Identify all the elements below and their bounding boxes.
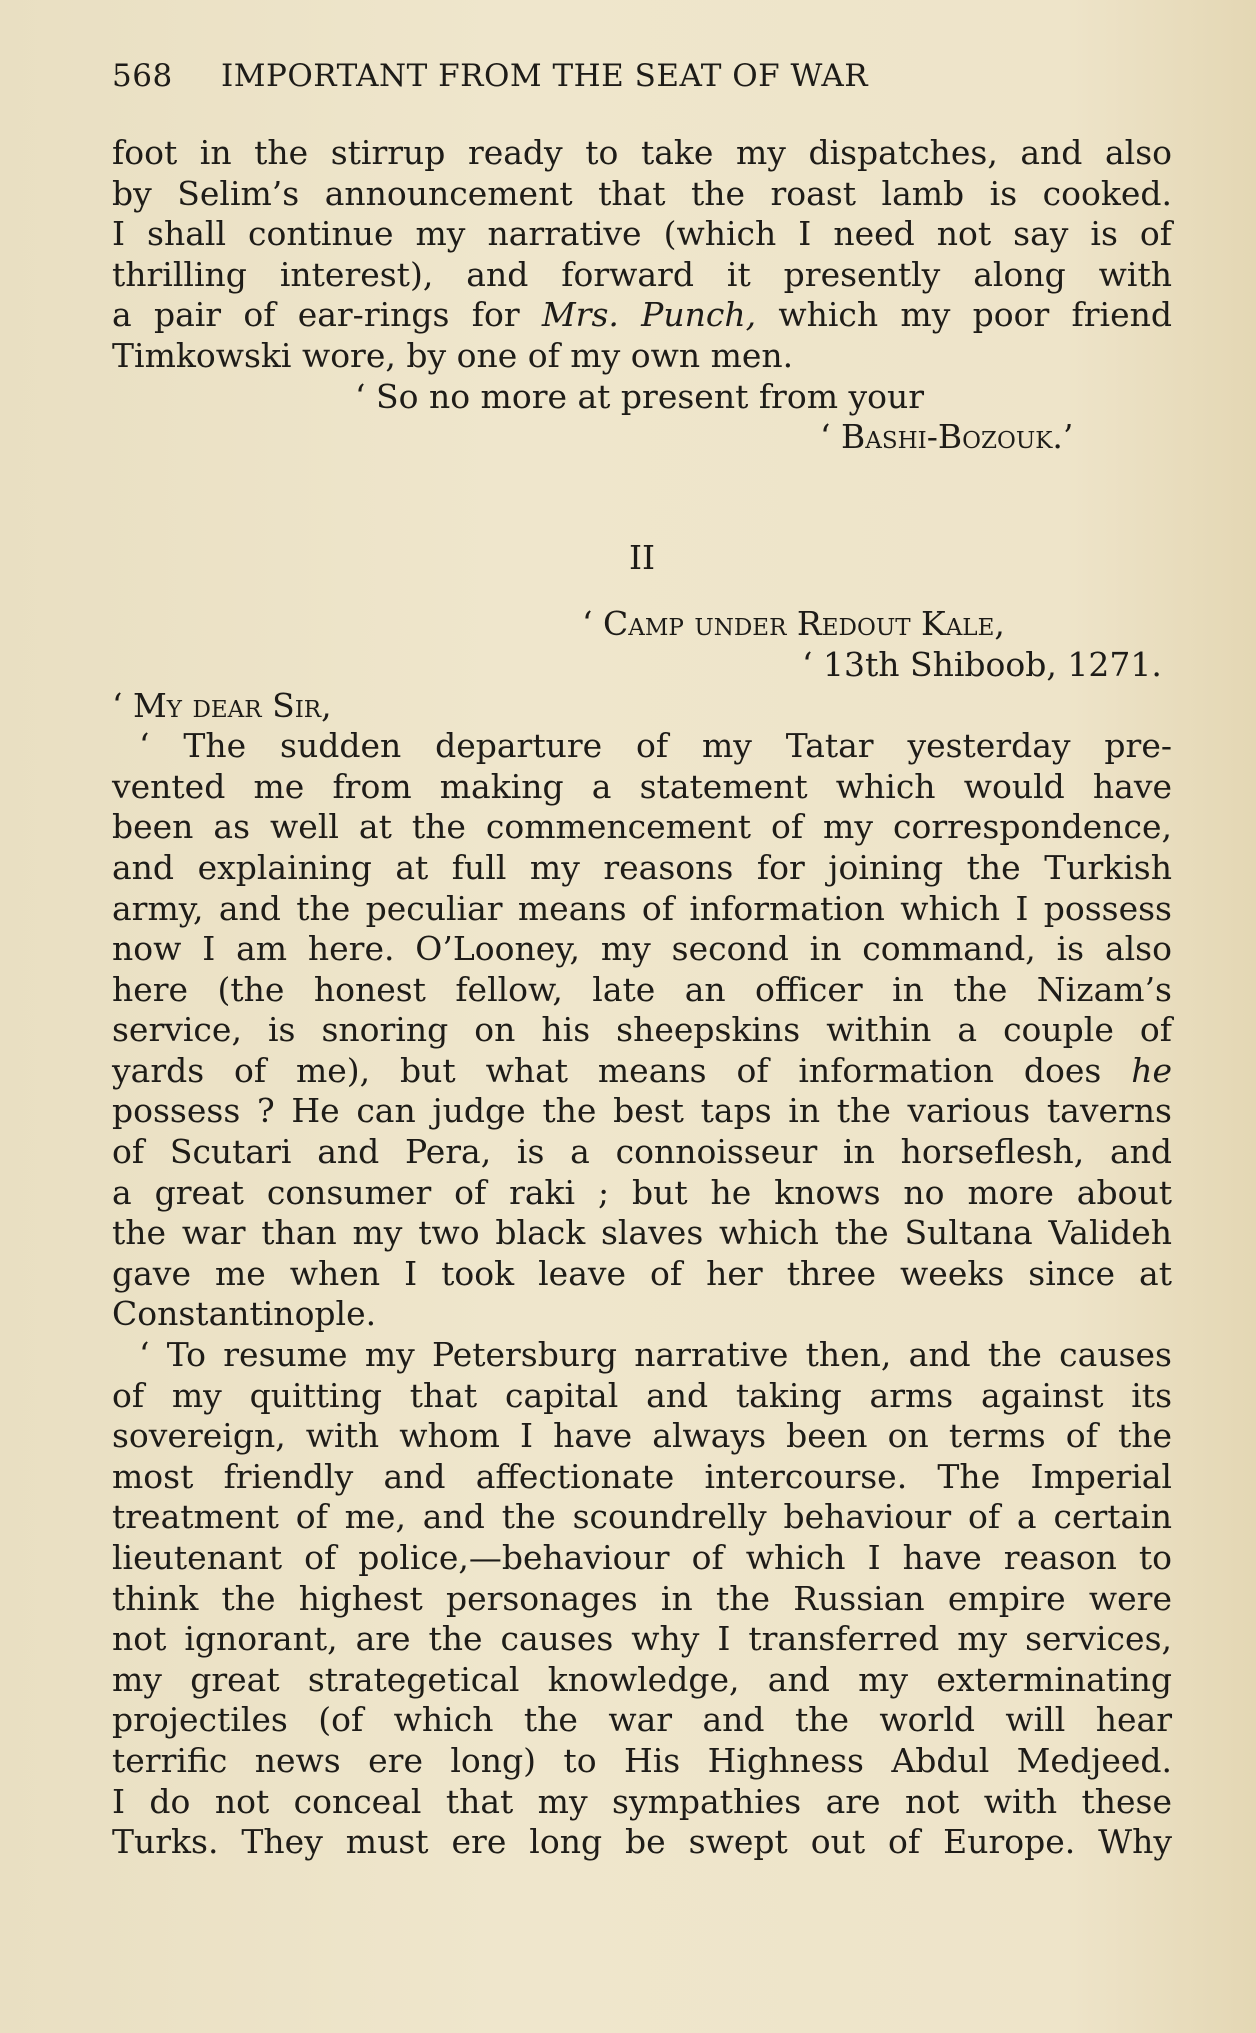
text-line: gave me when I took leave of her three weeks since at <box>112 1253 1172 1293</box>
running-title: IMPORTANT FROM THE SEAT OF WAR <box>221 58 869 94</box>
text-line: not ignorant, are the causes why I transferred my services, <box>112 1619 1172 1659</box>
text-line: treatment of me, and the scoundrelly behaviour of a certain <box>112 1497 1172 1537</box>
text-line: thrilling interest), and forward it presently along with <box>112 254 1172 294</box>
signature: ‘ Bashi-Bozouk.’ <box>820 417 1074 457</box>
closing-line: ‘ So no more at present from your <box>355 376 925 416</box>
text-line: army, and the peculiar means of information which I possess <box>112 888 1172 928</box>
spacer <box>112 458 1172 538</box>
spacer <box>112 578 1172 604</box>
text-line: Constantinople. <box>112 1294 377 1334</box>
text-line: Timkowski wore, by one of my own men. <box>112 335 794 375</box>
text-line: yards of me), but what means of information does he <box>112 1050 1172 1090</box>
italic-text: he <box>1131 1050 1172 1090</box>
text-line: sovereign, with whom I have always been on terms of the <box>112 1416 1172 1456</box>
text-line: think the highest personages in the Russian empire were <box>112 1578 1172 1618</box>
text-line: possess ? He can judge the best taps in the various taverns <box>112 1091 1172 1131</box>
text-line: by Selim’s announcement that the roast lamb is cooked. <box>112 173 1172 213</box>
text-line: service, is snoring on his sheepskins within a couple of <box>112 1010 1172 1050</box>
text-line: a pair of ear-rings for Mrs. Punch, which my poor friend <box>112 295 1172 335</box>
text-line: of my quitting that capital and taking arms against its <box>112 1375 1172 1415</box>
text-line: I do not conceal that my sympathies are not with these <box>112 1781 1172 1821</box>
running-header <box>112 58 1172 94</box>
text-line: Turks. They must ere long be swept out of Europe. Why <box>112 1822 1172 1862</box>
salutation: ‘ My dear Sir, <box>112 685 332 725</box>
text-line: most friendly and affectionate intercourse. The Imperial <box>112 1456 1172 1496</box>
text-line: now I am here. O’Looney, my second in command, is also <box>112 929 1172 969</box>
text-line: terrific news ere long) to His Highness Abdul Medjeed. <box>112 1740 1172 1780</box>
section-number: II <box>628 537 656 577</box>
text-line: my great strategetical knowledge, and my exterminating <box>112 1659 1172 1699</box>
text-line: I shall continue my narrative (which I need not say is of <box>112 214 1172 254</box>
text-line: been as well at the commencement of my correspondence, <box>112 807 1172 847</box>
letter-date: ‘ 13th Shiboob, 1271. <box>802 644 1162 684</box>
italic-text: Mrs. Punch, <box>541 295 757 335</box>
text-line: a great consumer of raki ; but he knows no more about <box>112 1172 1172 1212</box>
text-line: lieutenant of police,—behaviour of which I have reason to <box>112 1538 1172 1577</box>
text-line: vented me from making a statement which would have <box>112 766 1172 806</box>
page-number: 568 <box>112 58 173 94</box>
text-line: projectiles (of which the war and the world will hear <box>112 1700 1172 1740</box>
text-line: and explaining at full my reasons for joining the Turkish <box>112 847 1172 887</box>
text-line: foot in the stirrup ready to take my dispatches, and also <box>112 133 1172 172</box>
text-line: ‘ To resume my Petersburg narrative then, and the causes <box>139 1335 1172 1375</box>
letter-place: ‘ Camp under Redout Kale, <box>582 604 1005 644</box>
body-text <box>112 133 1172 1863</box>
text-line: of Scutari and Pera, is a connoisseur in horseflesh, and <box>112 1132 1172 1172</box>
text-line: ‘ The sudden departure of my Tatar yesterday pre- <box>139 726 1172 766</box>
text-line: here (the honest fellow, late an officer in the Nizam’s <box>112 969 1172 1009</box>
text-line: the war than my two black slaves which the Sultana Valideh <box>112 1213 1172 1253</box>
